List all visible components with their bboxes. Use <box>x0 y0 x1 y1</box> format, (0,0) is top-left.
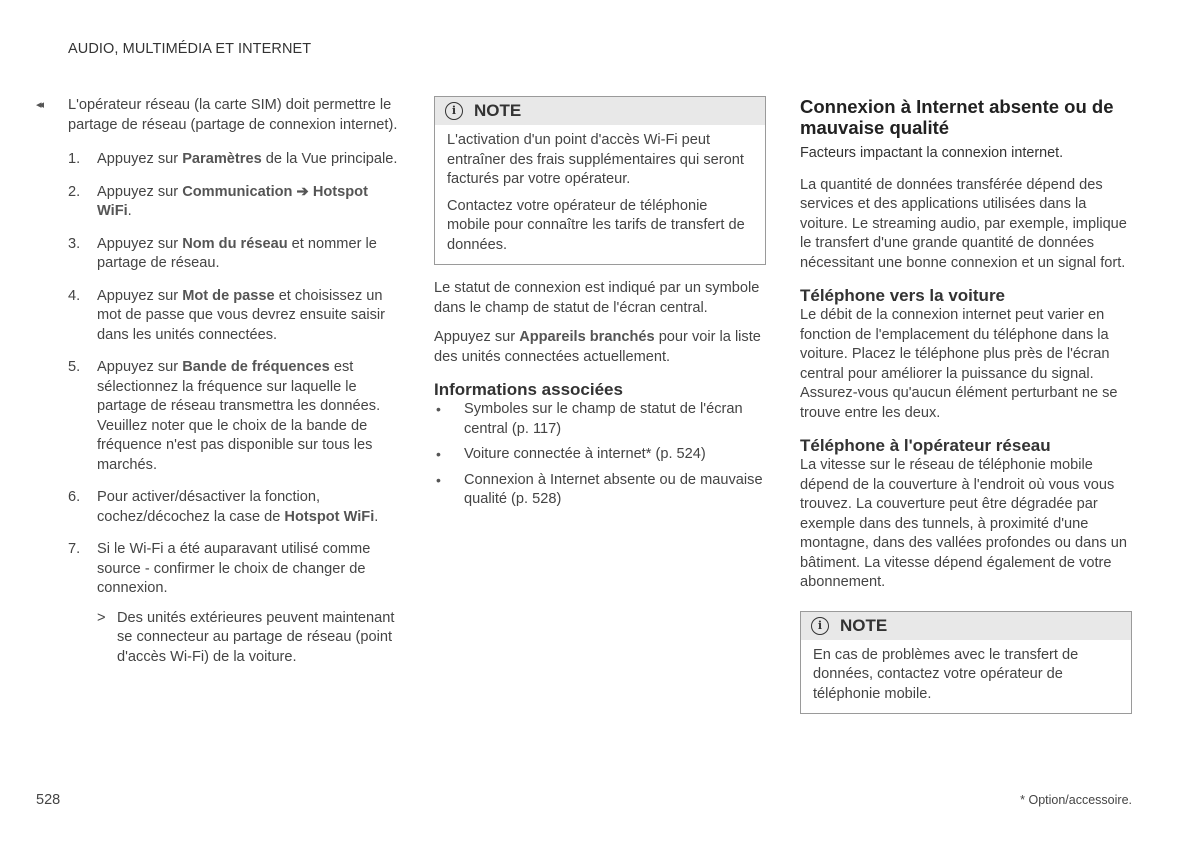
footnote: * Option/accessoire. <box>1020 793 1132 807</box>
page-header: AUDIO, MULTIMÉDIA ET INTERNET <box>68 41 312 57</box>
section-paragraph: La vitesse sur le réseau de téléphonie mobile dépend de la couverture à l'endroit où vous vous trouvez. La couverture peut être dégradée par exemple dans des tunnels, à proximité d'une montagne, dans des vallées profondes ou dans un bâtiment. La vitesse dépend également de votre abonnement. <box>800 457 1127 590</box>
step-text: Appuyez sur Mot de passe et choisissez un mot de passe que vous devrez ensuite saisir dans les unités connectées. <box>97 287 385 343</box>
related-link[interactable]: • Connexion à Internet absente ou de mauvaise qualité (p. 528) <box>434 471 766 510</box>
section-title: Connexion à Internet absente ou de mauvaise qualité <box>800 96 1114 138</box>
note-header <box>801 612 1131 640</box>
info-icon: i <box>445 102 463 120</box>
arrow-right-icon: ➔ <box>296 183 309 200</box>
result-text: Des unités extérieures peuvent maintenant se connecteur au partage de réseau (point d'accès Wi-Fi) de la voiture. <box>117 609 395 665</box>
section-paragraph: La quantité de données transférée dépend des services et des applications utilisées dans la voiture. Le streaming audio, par exemple, implique le transfert d'une grande quantité de données nécessitant une bonne connexion et un signal fort. <box>800 176 1127 271</box>
step-number: 3. <box>68 235 81 252</box>
step-text: Appuyez sur Bande de fréquences est sélectionnez la fréquence sur laquelle le partage de réseau transmettra les données. Veuillez noter que le choix de la bande de fréquence n'est pas disponible sur tous les marchés. <box>97 359 381 473</box>
section-paragraph: Le débit de la connexion internet peut varier en fonction de l'emplacement du téléphone dans la voiture. Placez le téléphone plus près de l'écran central pour améliorer la puissance du signal. Assurez-vous qu'aucun élément perturbant ne se trouve entre les deux. <box>800 307 1118 421</box>
devices-paragraph: Appuyez sur Appareils branchés pour voir la liste des unités connectées actuellement. <box>434 329 761 365</box>
intro-text: L'opérateur réseau (la carte SIM) doit permettre le partage de réseau (partage de connexion internet). <box>68 97 398 133</box>
step-item <box>68 540 401 667</box>
note-title: NOTE <box>474 101 522 120</box>
step-result <box>97 609 401 668</box>
steps-list <box>68 150 401 667</box>
bullet-icon: • <box>436 446 441 462</box>
step-item <box>68 183 401 222</box>
status-paragraph: Le statut de connexion est indiqué par un symbole dans le champ de statut de l'écran central. <box>434 280 760 316</box>
step-number: 2. <box>68 183 81 200</box>
note-box <box>800 611 1132 715</box>
step-item <box>68 287 401 346</box>
note-header <box>435 97 765 125</box>
step-text: Appuyez sur Paramètres de la Vue principale. <box>97 151 398 167</box>
step-item <box>68 358 401 475</box>
step-number: 5. <box>68 359 81 375</box>
note-text: L'activation d'un point d'accès Wi-Fi peut entraîner des frais supplémentaires qui seront facturés par votre opérateur. <box>447 132 744 187</box>
note-title: NOTE <box>840 615 888 635</box>
column-1 <box>36 96 401 680</box>
subheading-phone-operator: Téléphone à l'opérateur réseau <box>800 436 1051 455</box>
related-heading: Informations associées <box>434 380 623 399</box>
step-text: Pour activer/désactiver la fonction, cochez/décochez la case de Hotspot WiFi. <box>97 489 379 525</box>
step-number: 7. <box>68 541 81 557</box>
related-link[interactable]: • Voiture connectée à internet* (p. 524) <box>434 445 766 465</box>
note-text: En cas de problèmes avec le transfert de données, contactez votre opérateur de téléphonie mobile. <box>813 646 1079 702</box>
step-text: Appuyez sur Communication ➔ Hotspot WiFi. <box>97 183 368 219</box>
step-text: Appuyez sur Nom du réseau et nommer le partage de réseau. <box>97 235 377 271</box>
bullet-icon: • <box>436 471 441 488</box>
column-3 <box>800 96 1132 714</box>
step-number: 6. <box>68 489 81 505</box>
step-item <box>68 235 401 274</box>
step-item <box>68 150 401 170</box>
note-box <box>434 96 766 265</box>
info-icon: i <box>811 617 829 635</box>
continued-icon: ◂◂ <box>36 99 42 111</box>
result-marker: > <box>97 609 106 626</box>
step-number: 1. <box>68 151 81 167</box>
note-text: Contactez votre opérateur de téléphonie mobile pour connaître les tarifs de transfert de données. <box>447 197 745 253</box>
column-2 <box>434 96 766 510</box>
step-number: 4. <box>68 287 81 304</box>
bullet-icon: • <box>436 401 441 417</box>
related-list <box>434 400 766 510</box>
subheading-phone-car: Téléphone vers la voiture <box>800 286 1006 305</box>
step-text: Si le Wi-Fi a été auparavant utilisé comme source - confirmer le choix de changer de connexion. <box>97 541 371 596</box>
step-item <box>68 488 401 527</box>
continuation-paragraph <box>36 96 401 135</box>
section-lead: Facteurs impactant la connexion internet. <box>800 145 1064 161</box>
related-link[interactable]: • Symboles sur le champ de statut de l'écran central (p. 117) <box>434 400 766 439</box>
page-number: 528 <box>36 792 61 808</box>
